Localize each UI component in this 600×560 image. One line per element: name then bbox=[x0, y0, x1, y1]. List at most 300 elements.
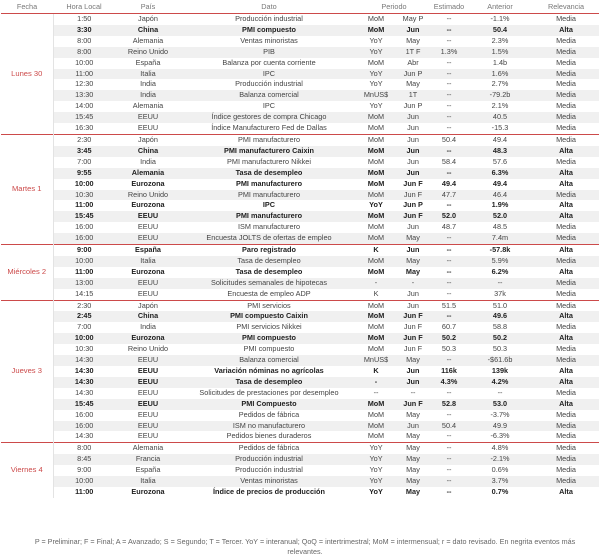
previous-cell: 46.4 bbox=[467, 190, 533, 201]
calendar-table bbox=[1, 0, 599, 498]
time-cell: 14:30 bbox=[53, 377, 115, 388]
relevance-cell: Media bbox=[533, 454, 599, 465]
estimate-cell: -- bbox=[446, 266, 452, 276]
country-cell: Eurozona bbox=[131, 486, 165, 496]
estimate-cell: -- bbox=[431, 443, 467, 454]
relevance-cell: Media bbox=[533, 69, 599, 80]
table-row bbox=[1, 90, 599, 101]
table-row bbox=[1, 421, 599, 432]
previous-cell: -79.2b bbox=[467, 90, 533, 101]
indicator-cell: PMI manufacturero Caixin bbox=[181, 146, 357, 157]
country-cell: Italia bbox=[115, 69, 181, 80]
country-cell: Eurozona bbox=[115, 333, 181, 344]
estimate-cell: -- bbox=[431, 25, 467, 36]
previous-cell: -- bbox=[467, 278, 533, 289]
previous-cell: 50.4 bbox=[467, 25, 533, 36]
table-row bbox=[1, 69, 599, 80]
country-cell: EEUU bbox=[137, 387, 159, 397]
country-cell: EEUU bbox=[137, 222, 159, 232]
table-row bbox=[1, 289, 599, 300]
table-row bbox=[1, 256, 599, 267]
period-unit-cell: YoY bbox=[357, 476, 395, 487]
country-cell: India bbox=[115, 90, 181, 101]
estimate-cell: 116k bbox=[441, 366, 457, 375]
time-cell: 14:00 bbox=[75, 101, 94, 111]
period-unit-cell: YoY bbox=[369, 35, 383, 45]
relevance-cell: Alta bbox=[533, 245, 599, 256]
estimate-cell: 1.3% bbox=[431, 47, 467, 58]
country-cell: Francia bbox=[115, 454, 181, 465]
time-cell: 13:00 bbox=[53, 278, 115, 289]
estimate-cell: 60.7 bbox=[441, 322, 457, 332]
table-row bbox=[1, 134, 599, 145]
time-cell: 16:00 bbox=[53, 233, 115, 244]
period-unit-cell: MoM bbox=[357, 134, 395, 145]
indicator-cell: Solicitudes semanales de hipotecas bbox=[181, 278, 357, 289]
period-cell: May bbox=[406, 79, 420, 89]
indicator-cell: PIB bbox=[181, 47, 357, 58]
period-cell: Jun bbox=[407, 156, 419, 166]
period-cell: -- bbox=[410, 387, 416, 397]
time-cell: 14:30 bbox=[75, 387, 94, 397]
country-cell: Eurozona bbox=[131, 200, 165, 210]
previous-cell: -$61.6b bbox=[467, 355, 533, 366]
period-unit-cell: MnUS$ bbox=[357, 355, 395, 366]
period-unit-cell: MoM bbox=[367, 222, 385, 232]
indicator-cell: Índice gestores de compra Chicago bbox=[181, 112, 357, 123]
relevance-cell: Alta bbox=[533, 399, 599, 410]
time-cell: 9:55 bbox=[53, 168, 115, 179]
table-row bbox=[1, 47, 599, 58]
previous-cell: 6.3% bbox=[467, 168, 533, 179]
period-unit-cell: MoM bbox=[367, 14, 385, 23]
table-row bbox=[1, 168, 599, 179]
estimate-cell: 50.4 bbox=[431, 421, 467, 432]
estimate-cell: -- bbox=[446, 57, 452, 67]
previous-cell: 53.0 bbox=[467, 399, 533, 410]
day-label: Martes 1 bbox=[1, 134, 53, 244]
indicator-cell: Variación nóminas no agrícolas bbox=[214, 366, 324, 375]
previous-cell: -1.1% bbox=[490, 14, 510, 23]
estimate-cell: 52.0 bbox=[431, 211, 467, 222]
period-unit-cell: MoM bbox=[367, 409, 385, 419]
relevance-cell: Media bbox=[533, 134, 599, 145]
country-cell: India bbox=[140, 322, 156, 332]
header-fecha: Fecha bbox=[1, 0, 53, 14]
period-unit-cell: MoM bbox=[357, 146, 395, 157]
estimate-cell: -- bbox=[446, 200, 452, 210]
period-unit-cell: K bbox=[373, 288, 379, 298]
estimate-cell: 50.4 bbox=[431, 134, 467, 145]
period-cell: Jun bbox=[395, 168, 431, 179]
period-cell: - bbox=[395, 278, 431, 289]
relevance-cell: Media bbox=[533, 233, 599, 244]
time-cell: 8:00 bbox=[53, 443, 115, 454]
time-cell: 10:00 bbox=[53, 256, 115, 267]
time-cell: 14:30 bbox=[53, 355, 115, 366]
estimate-cell: -- bbox=[446, 387, 452, 397]
estimate-cell: 52.8 bbox=[431, 399, 467, 410]
estimate-cell: -- bbox=[431, 454, 467, 465]
previous-cell: 40.5 bbox=[467, 112, 533, 123]
time-cell: 2:45 bbox=[53, 311, 115, 322]
table-row bbox=[1, 233, 599, 244]
header-row bbox=[1, 0, 599, 14]
period-cell: Jun bbox=[407, 288, 419, 298]
table-row bbox=[1, 200, 599, 211]
period-cell: Jun F bbox=[403, 322, 423, 332]
period-unit-cell: -- bbox=[373, 387, 379, 397]
period-cell: Jun P bbox=[403, 101, 423, 111]
period-cell: May bbox=[406, 431, 420, 441]
indicator-cell: IPC bbox=[262, 101, 276, 111]
country-cell: Reino Unido bbox=[115, 47, 181, 58]
period-cell: Jun F bbox=[395, 190, 431, 201]
period-cell: May bbox=[395, 476, 431, 487]
indicator-cell: PMI servicios Nikkei bbox=[236, 322, 302, 332]
relevance-cell: Media bbox=[556, 344, 576, 354]
time-cell: 15:45 bbox=[53, 399, 115, 410]
estimate-cell: -- bbox=[431, 168, 467, 179]
relevance-cell: Media bbox=[533, 256, 599, 267]
estimate-cell: -- bbox=[431, 311, 467, 322]
header-anterior: Anterior bbox=[467, 0, 533, 14]
period-cell: May bbox=[406, 409, 420, 419]
time-cell: 9:00 bbox=[77, 465, 92, 475]
previous-cell: 57.6 bbox=[492, 156, 508, 166]
previous-cell: -57.8k bbox=[467, 245, 533, 256]
estimate-cell: -- bbox=[446, 288, 452, 298]
relevance-cell: Media bbox=[556, 101, 576, 111]
relevance-cell: Media bbox=[556, 431, 576, 441]
estimate-cell: -- bbox=[431, 256, 467, 267]
relevance-cell: Alta bbox=[533, 311, 599, 322]
relevance-cell: Media bbox=[556, 322, 576, 332]
estimate-cell: -- bbox=[446, 409, 452, 419]
table-row bbox=[1, 123, 599, 134]
previous-cell: 6.2% bbox=[491, 266, 509, 276]
time-cell: 10:00 bbox=[53, 333, 115, 344]
period-cell: Jun bbox=[395, 377, 431, 388]
period-unit-cell: MoM bbox=[357, 333, 395, 344]
period-cell: May bbox=[406, 465, 420, 475]
previous-cell: -- bbox=[497, 387, 503, 397]
indicator-cell: PMI Compuesto bbox=[181, 399, 357, 410]
period-unit-cell: YoY bbox=[369, 486, 383, 496]
estimate-cell: 51.5 bbox=[431, 300, 467, 311]
indicator-cell: Tasa de desempleo bbox=[181, 168, 357, 179]
country-cell: EEUU bbox=[115, 355, 181, 366]
period-cell: Jun bbox=[407, 123, 419, 133]
time-cell: 10:30 bbox=[75, 344, 94, 354]
country-cell: España bbox=[115, 245, 181, 256]
estimate-cell: 4.3% bbox=[431, 377, 467, 388]
table-row bbox=[1, 443, 599, 454]
indicator-cell: Índice Manufacturero Fed de Dallas bbox=[211, 123, 327, 133]
indicator-cell: Encuesta JOLTS de ofertas de empleo bbox=[181, 233, 357, 244]
relevance-cell: Media bbox=[556, 288, 576, 298]
time-cell: 14:15 bbox=[75, 288, 94, 298]
indicator-cell: Balanza por cuenta corriente bbox=[222, 57, 316, 67]
estimate-cell: -- bbox=[431, 69, 467, 80]
period-unit-cell: MoM bbox=[367, 178, 385, 188]
country-cell: China bbox=[115, 25, 181, 36]
period-cell: May bbox=[406, 35, 420, 45]
indicator-cell: PMI manufacturero bbox=[181, 190, 357, 201]
previous-cell: 2.3% bbox=[491, 35, 509, 45]
period-cell: Jun F bbox=[403, 178, 423, 188]
time-cell: 13:30 bbox=[53, 90, 115, 101]
period-unit-cell: MoM bbox=[367, 431, 385, 441]
previous-cell: 58.8 bbox=[492, 322, 508, 332]
table-row bbox=[1, 454, 599, 465]
period-cell: Jun F bbox=[403, 344, 423, 354]
estimate-cell: 50.2 bbox=[431, 333, 467, 344]
time-cell: 11:00 bbox=[53, 69, 115, 80]
period-unit-cell: MoM bbox=[367, 322, 385, 332]
header-relevancia: Relevancia bbox=[533, 0, 599, 14]
country-cell: Italia bbox=[115, 256, 181, 267]
period-unit-cell: MoM bbox=[357, 421, 395, 432]
period-cell: Jun bbox=[395, 146, 431, 157]
previous-cell: 49.6 bbox=[467, 311, 533, 322]
previous-cell: 139k bbox=[491, 366, 509, 375]
country-cell: Reino Unido bbox=[127, 344, 169, 354]
time-cell: 7:00 bbox=[77, 156, 92, 166]
indicator-cell: Ventas minoristas bbox=[240, 35, 298, 45]
relevance-cell: Alta bbox=[559, 366, 573, 375]
indicator-cell: Producción industrial bbox=[235, 14, 303, 23]
period-unit-cell: MoM bbox=[357, 211, 395, 222]
time-cell: 2:30 bbox=[53, 134, 115, 145]
relevance-cell: Media bbox=[556, 222, 576, 232]
period-cell: Jun F bbox=[395, 311, 431, 322]
previous-cell: 50.2 bbox=[467, 333, 533, 344]
estimate-cell: -- bbox=[431, 146, 467, 157]
period-unit-cell: MoM bbox=[367, 344, 385, 354]
relevance-cell: Alta bbox=[533, 377, 599, 388]
estimate-cell: -- bbox=[446, 14, 452, 23]
indicator-cell: Ventas minoristas bbox=[181, 476, 357, 487]
relevance-cell: Media bbox=[533, 112, 599, 123]
estimate-cell: -- bbox=[446, 79, 452, 89]
country-cell: EEUU bbox=[115, 112, 181, 123]
relevance-cell: Media bbox=[533, 90, 599, 101]
time-cell: 11:00 bbox=[75, 486, 94, 496]
period-cell: Jun F bbox=[395, 211, 431, 222]
period-cell: Jun P bbox=[395, 69, 431, 80]
period-cell: Jun bbox=[407, 222, 419, 232]
time-cell: 10:00 bbox=[75, 57, 94, 67]
estimate-cell: -- bbox=[446, 101, 452, 111]
country-cell: China bbox=[115, 146, 181, 157]
table-row bbox=[1, 222, 599, 233]
table-row bbox=[1, 311, 599, 322]
table-row bbox=[1, 399, 599, 410]
time-cell: 7:00 bbox=[77, 322, 92, 332]
table-row bbox=[1, 431, 599, 442]
estimate-cell: -- bbox=[446, 35, 452, 45]
indicator-cell: Producción industrial bbox=[235, 79, 303, 89]
country-cell: España bbox=[135, 465, 161, 475]
period-unit-cell: MoM bbox=[357, 311, 395, 322]
country-cell: EEUU bbox=[115, 233, 181, 244]
indicator-cell: Encuesta de empleo ADP bbox=[227, 288, 311, 298]
day-label: Viernes 4 bbox=[1, 443, 53, 498]
time-cell: 8:45 bbox=[53, 454, 115, 465]
table-row bbox=[1, 79, 599, 90]
time-cell: 15:45 bbox=[53, 112, 115, 123]
relevance-cell: Media bbox=[533, 278, 599, 289]
indicator-cell: PMI servicios bbox=[181, 300, 357, 311]
period-unit-cell: YoY bbox=[357, 47, 395, 58]
previous-cell: 1.6% bbox=[467, 69, 533, 80]
country-cell: EEUU bbox=[115, 421, 181, 432]
indicator-cell: Tasa de desempleo bbox=[235, 266, 303, 276]
period-unit-cell: YoY bbox=[357, 454, 395, 465]
table-row bbox=[1, 179, 599, 190]
previous-cell: 0.6% bbox=[491, 465, 509, 475]
previous-cell: 49.4 bbox=[467, 134, 533, 145]
period-unit-cell: - bbox=[357, 278, 395, 289]
indicator-cell: Producción industrial bbox=[181, 454, 357, 465]
period-unit-cell: MoM bbox=[357, 256, 395, 267]
day-label: Jueves 3 bbox=[1, 300, 53, 443]
relevance-cell: Alta bbox=[559, 486, 573, 496]
relevance-cell: Media bbox=[533, 190, 599, 201]
previous-cell: 2.7% bbox=[491, 79, 509, 89]
relevance-cell: Media bbox=[556, 14, 576, 23]
estimate-cell: -- bbox=[431, 278, 467, 289]
footnote: P = Preliminar; F = Final; A = Avanzado; S = Segundo; T = Tercer. YoY = interanual; QoQ = intertrimestral; MoM = intermensual; r = dato revisado. En negrita eventos más relevantes. bbox=[34, 537, 576, 556]
previous-cell: -3.7% bbox=[490, 409, 510, 419]
time-cell: 10:00 bbox=[74, 178, 94, 188]
estimate-cell: -- bbox=[431, 476, 467, 487]
period-cell: Abr bbox=[407, 57, 419, 67]
country-cell: España bbox=[135, 57, 161, 67]
relevance-cell: Alta bbox=[533, 211, 599, 222]
country-cell: EEUU bbox=[115, 278, 181, 289]
previous-cell: 4.2% bbox=[467, 377, 533, 388]
relevance-cell: Media bbox=[556, 465, 576, 475]
relevance-cell: Media bbox=[533, 355, 599, 366]
time-cell: 8:00 bbox=[53, 47, 115, 58]
indicator-cell: PMI manufacturero bbox=[235, 178, 303, 188]
country-cell: Italia bbox=[115, 476, 181, 487]
estimate-cell: 50.3 bbox=[441, 344, 457, 354]
time-cell: 12:30 bbox=[75, 79, 94, 89]
period-cell: Jun bbox=[406, 366, 420, 375]
period-unit-cell: K bbox=[373, 366, 379, 375]
previous-cell: -2.1% bbox=[467, 454, 533, 465]
country-cell: Reino Unido bbox=[115, 190, 181, 201]
time-cell: 11:00 bbox=[75, 266, 94, 276]
period-cell: May bbox=[395, 233, 431, 244]
table-row bbox=[1, 245, 599, 256]
indicator-cell: PMI manufacturero bbox=[181, 134, 357, 145]
table-row bbox=[1, 190, 599, 201]
header-hora: Hora Local bbox=[53, 0, 115, 14]
time-cell: 3:30 bbox=[53, 25, 115, 36]
indicator-cell: PMI compuesto bbox=[181, 333, 357, 344]
previous-cell: -6.3% bbox=[490, 431, 510, 441]
indicator-cell: Balanza comercial bbox=[181, 90, 357, 101]
table-row bbox=[1, 112, 599, 123]
relevance-cell: Media bbox=[556, 35, 576, 45]
time-cell: 10:30 bbox=[53, 190, 115, 201]
time-cell: 3:45 bbox=[53, 146, 115, 157]
period-cell: May bbox=[405, 266, 421, 276]
table-row bbox=[1, 101, 599, 112]
time-cell: 8:00 bbox=[77, 35, 92, 45]
period-unit-cell: MoM bbox=[357, 190, 395, 201]
indicator-cell: IPC bbox=[262, 200, 276, 210]
period-unit-cell: MoM bbox=[357, 300, 395, 311]
country-cell: EEUU bbox=[137, 123, 159, 133]
estimate-cell: -- bbox=[446, 486, 452, 496]
period-cell: May bbox=[405, 486, 421, 496]
period-unit-cell: MoM bbox=[357, 399, 395, 410]
table-row bbox=[1, 333, 599, 344]
period-unit-cell: MoM bbox=[357, 233, 395, 244]
period-cell: May P bbox=[402, 14, 424, 23]
relevance-cell: Media bbox=[533, 300, 599, 311]
country-cell: EEUU bbox=[137, 288, 159, 298]
relevance-cell: Media bbox=[533, 443, 599, 454]
table-row bbox=[1, 300, 599, 311]
country-cell: India bbox=[140, 156, 156, 166]
time-cell: 9:00 bbox=[53, 245, 115, 256]
day-label: Lunes 30 bbox=[1, 14, 53, 135]
relevance-cell: Alta bbox=[533, 168, 599, 179]
header-periodo: Periodo bbox=[357, 0, 431, 14]
table-row bbox=[1, 157, 599, 168]
indicator-cell: ISM manufacturero bbox=[237, 222, 301, 232]
period-cell: May bbox=[395, 443, 431, 454]
previous-cell: 48.3 bbox=[467, 146, 533, 157]
time-cell: 14:30 bbox=[75, 431, 94, 441]
country-cell: Japón bbox=[115, 134, 181, 145]
estimate-cell: 49.4 bbox=[441, 178, 457, 188]
header-dato: Dato bbox=[181, 0, 357, 14]
indicator-cell: Solicitudes de prestaciones por desempleo bbox=[199, 387, 339, 397]
previous-cell: -15.3 bbox=[491, 123, 509, 133]
indicator-cell: Índice de precios de producción bbox=[213, 486, 325, 496]
table-row bbox=[1, 377, 599, 388]
estimate-cell: 47.7 bbox=[431, 190, 467, 201]
previous-cell: 0.7% bbox=[491, 486, 509, 496]
period-cell: Jun bbox=[395, 300, 431, 311]
relevance-cell: Media bbox=[533, 421, 599, 432]
period-cell: Jun bbox=[395, 25, 431, 36]
table-row bbox=[1, 278, 599, 289]
header-pais: País bbox=[115, 0, 181, 14]
previous-cell: 7.4m bbox=[467, 233, 533, 244]
day-label: Miércoles 2 bbox=[1, 245, 53, 301]
previous-cell: 4.8% bbox=[467, 443, 533, 454]
period-cell: May bbox=[395, 454, 431, 465]
table-row bbox=[1, 487, 599, 498]
previous-cell: 1.9% bbox=[491, 200, 509, 210]
indicator-cell: ISM no manufacturero bbox=[181, 421, 357, 432]
table-row bbox=[1, 355, 599, 366]
indicator-cell: PMI compuesto bbox=[243, 344, 295, 354]
previous-cell: 37k bbox=[494, 288, 506, 298]
estimate-cell: -- bbox=[431, 245, 467, 256]
time-cell: 14:30 bbox=[74, 366, 94, 375]
table-row bbox=[1, 25, 599, 36]
period-cell: Jun bbox=[395, 134, 431, 145]
